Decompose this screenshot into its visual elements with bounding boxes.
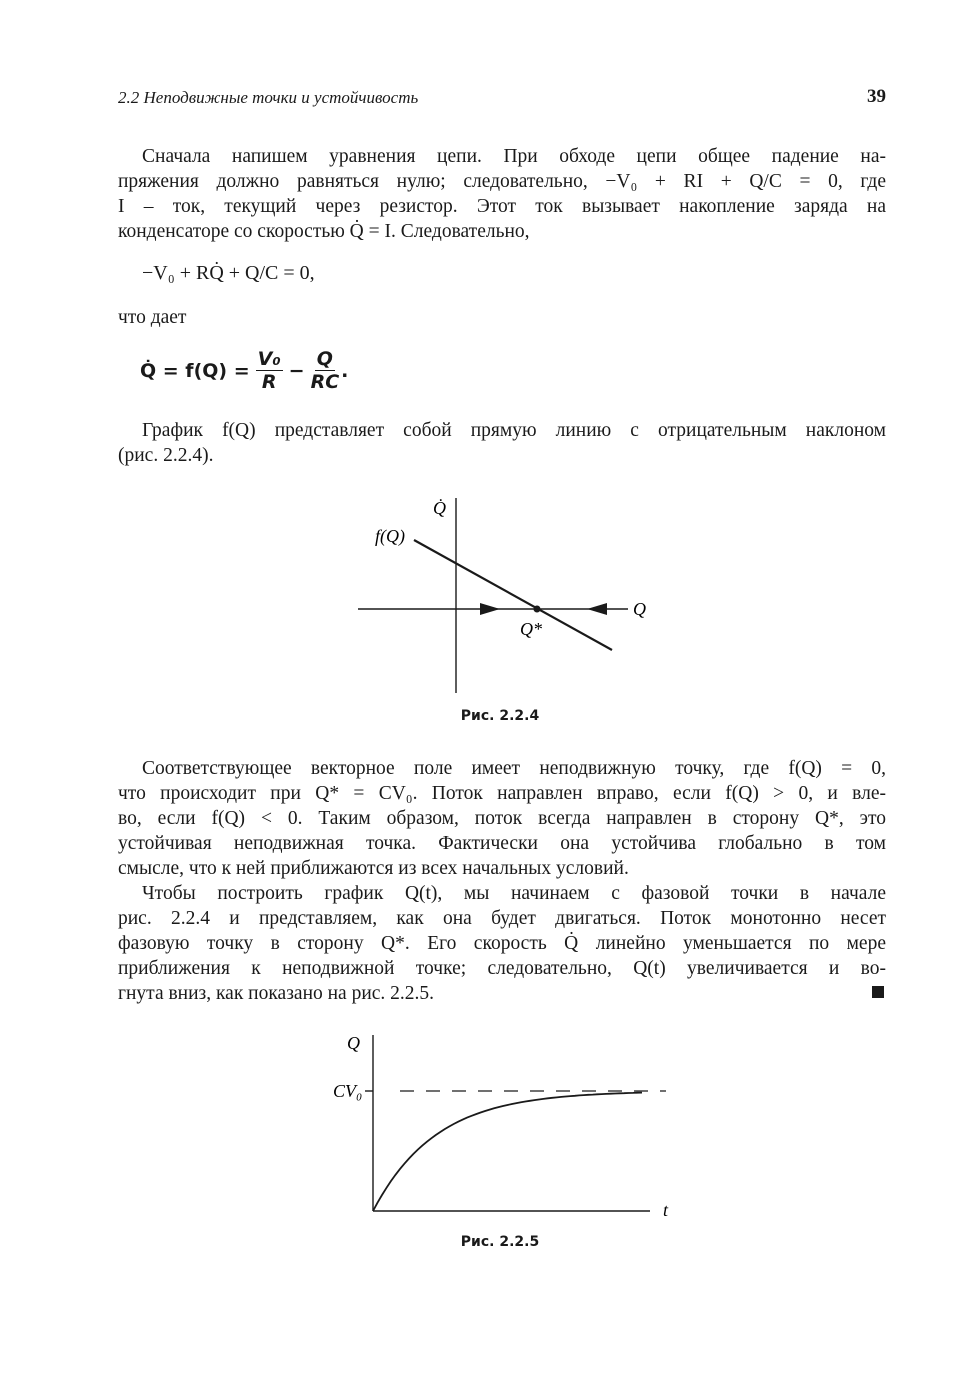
left-flow-arrow: [587, 603, 607, 615]
figure-2-2-5: [320, 1025, 690, 1225]
text-line: во, если f(Q) < 0. Таким образом, поток всегда направлен в сторону Q*, это: [118, 808, 886, 829]
figure-caption-2-2-5: Рис. 2.2.5: [460, 1234, 540, 1250]
text-that-gives: что дает: [118, 307, 187, 328]
paragraph-circuit-equations: [118, 144, 886, 244]
text-line: фазовую точку в сторону Q*. Его скорость Q̇ линейно уменьшается по мере: [118, 933, 886, 954]
text-line: что происходит при Q* = CV₀. Поток направлен вправо, если f(Q) > 0, и вле-: [118, 783, 886, 804]
text-line: смысле, что к ней приближаются из всех начальных условий.: [118, 858, 629, 879]
page-number: 39: [867, 86, 886, 107]
x-axis-label: Q: [633, 599, 646, 619]
text-line: График f(Q) представляет собой прямую линию с отрицательным наклоном: [142, 420, 886, 441]
text-line: I – ток, текущий через резистор. Этот ток вызывает накопление заряда на: [118, 196, 886, 217]
equation-period: .: [341, 359, 349, 382]
y-axis-label: Q: [347, 1033, 360, 1053]
asymptote-label: CV₀: [333, 1081, 363, 1101]
text-line: рис. 2.2.4 и представляем, как она будет двигаться. Поток монотонно несет: [118, 908, 886, 929]
text-line: приближения к неподвижной точке; следовательно, Q(t) увеличивается и во-: [118, 958, 886, 979]
fraction-numerator: V₀: [257, 348, 281, 370]
equation-minus: −: [288, 359, 305, 382]
figure-caption-2-2-4: Рис. 2.2.4: [460, 708, 540, 724]
paragraph-graph-description: [118, 418, 886, 468]
fraction-v0-over-r: [256, 348, 283, 393]
equation-circuit: −V₀ + RQ̇ + Q/C = 0,: [142, 262, 315, 284]
fraction-numerator: Q: [316, 348, 333, 370]
figure-2-2-4: [340, 488, 680, 703]
running-header-section: 2.2 Неподвижные точки и устойчивость: [118, 88, 419, 107]
y-axis-label: Q̇: [433, 498, 446, 518]
fraction-denominator: R: [261, 371, 277, 393]
paragraph-q-of-t: [118, 881, 886, 1006]
text-line: гнута вниз, как показано на рис. 2.2.5.: [118, 983, 435, 1004]
fixed-point-marker: [534, 606, 541, 613]
line-label: f(Q): [375, 526, 405, 546]
x-axis-label: t: [663, 1200, 669, 1220]
text-line: (рис. 2.2.4).: [118, 445, 214, 466]
fraction-q-over-rc: [311, 348, 340, 393]
paragraph-fixed-point: [118, 756, 886, 881]
text-line: пряжения должно равняться нулю; следовательно, −V₀ + RI + Q/C = 0, где: [118, 171, 886, 192]
right-flow-arrow: [480, 603, 500, 615]
q-of-t-curve: [373, 1093, 642, 1211]
fixed-point-label: Q*: [520, 619, 542, 639]
equation-q-dot: [140, 348, 348, 393]
equation-lhs: Q̇ = f(Q) =: [140, 359, 250, 382]
end-of-example-square: [872, 986, 884, 998]
fraction-denominator: RC: [310, 371, 340, 393]
text-line: конденсаторе со скоростью Q̇ = I. Следовательно,: [118, 221, 530, 242]
text-line: Соответствующее векторное поле имеет неподвижную точку, где f(Q) = 0,: [142, 758, 886, 779]
text-line: Сначала напишем уравнения цепи. При обходе цепи общее падение на-: [142, 146, 886, 167]
f-of-q-line: [414, 540, 612, 650]
text-line: Чтобы построить график Q(t), мы начинаем с фазовой точки в начале: [142, 883, 886, 904]
text-line: устойчивая неподвижная точка. Фактически она устойчива глобально в том: [118, 833, 886, 854]
